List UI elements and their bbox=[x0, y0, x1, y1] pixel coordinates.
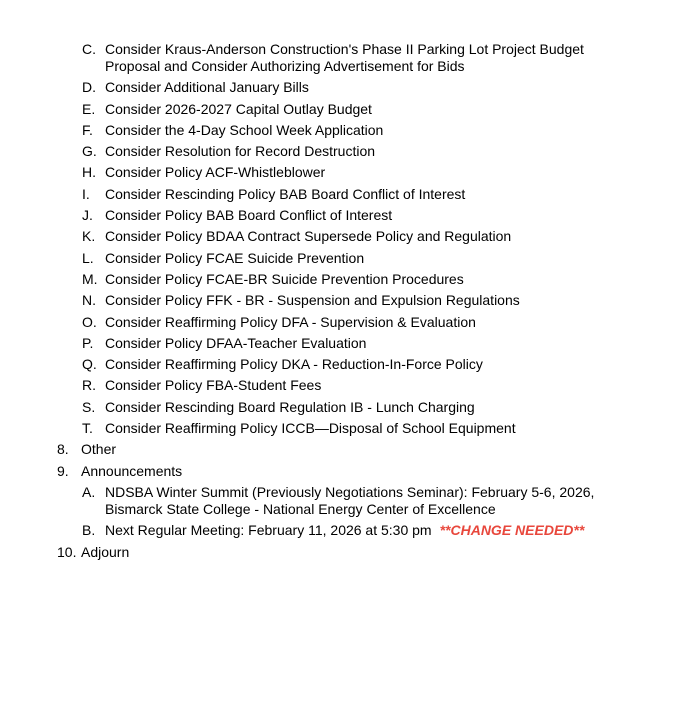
item-letter: I. bbox=[82, 185, 90, 202]
item-number: 8. bbox=[57, 441, 69, 458]
item-letter: D. bbox=[82, 79, 96, 96]
agenda-subitem bbox=[0, 420, 691, 437]
agenda-subitem bbox=[0, 122, 691, 139]
item-letter: R. bbox=[82, 377, 96, 394]
agenda-subitem bbox=[0, 335, 691, 352]
item-number: 10. bbox=[57, 543, 77, 560]
item-text: Other bbox=[81, 441, 117, 458]
agenda-document bbox=[0, 41, 691, 565]
item-text: Consider Policy ACF-Whistleblower bbox=[105, 164, 326, 181]
item-text: Consider Policy BAB Board Conflict of Interest bbox=[105, 207, 393, 224]
agenda-subitem bbox=[0, 41, 691, 75]
agenda-subitem bbox=[0, 101, 691, 118]
item-text: Adjourn bbox=[81, 543, 130, 560]
item-letter: M. bbox=[82, 270, 98, 287]
item-text: Consider Reaffirming Policy ICCB—Disposal of School Equipment bbox=[105, 420, 516, 437]
item-text: Consider Kraus-Anderson Construction's Phase II Parking Lot Project Budget Proposal and Consider Authorizing Advertisement for Bids bbox=[105, 41, 584, 74]
item-letter: B. bbox=[82, 522, 96, 539]
item-text: Consider Policy DFAA-Teacher Evaluation bbox=[105, 334, 367, 351]
agenda-subitem bbox=[0, 399, 691, 416]
item-letter: Q. bbox=[82, 356, 97, 373]
item-letter: C. bbox=[82, 41, 96, 57]
item-letter: E. bbox=[82, 100, 96, 117]
item-text: Consider Policy FCAE Suicide Prevention bbox=[105, 249, 365, 266]
item-letter: G. bbox=[82, 143, 97, 160]
item-text: Consider the 4-Day School Week Application bbox=[105, 121, 384, 138]
agenda-subitem bbox=[0, 79, 691, 96]
announcement-summit bbox=[0, 484, 691, 518]
item-letter: N. bbox=[82, 292, 96, 309]
item-text: Consider Reaffirming Policy DFA - Supervision & Evaluation bbox=[105, 313, 476, 330]
announcement-next-meeting bbox=[0, 522, 691, 539]
agenda-subitem bbox=[0, 164, 691, 181]
item-text: Consider Policy FFK - BR - Suspension and Expulsion Regulations bbox=[105, 292, 520, 309]
item-letter: P. bbox=[82, 334, 94, 351]
item-number: 9. bbox=[57, 462, 69, 479]
agenda-subitem bbox=[0, 314, 691, 331]
item-text: Consider Rescinding Policy BAB Board Conflict of Interest bbox=[105, 185, 466, 202]
agenda-subitem bbox=[0, 292, 691, 309]
agenda-item-announcements bbox=[0, 463, 691, 480]
item-text: Next Regular Meeting: February 11, 2026 at 5:30 pm bbox=[105, 522, 432, 539]
item-text: Consider Rescinding Board Regulation IB - Lunch Charging bbox=[105, 398, 475, 415]
item-text-wrap bbox=[105, 522, 625, 539]
agenda-item-adjourn bbox=[0, 544, 691, 561]
item-letter: A. bbox=[82, 483, 96, 500]
item-7-subitems bbox=[0, 41, 691, 437]
item-text: Consider Reaffirming Policy DKA - Reduction-In-Force Policy bbox=[105, 356, 483, 373]
agenda-subitem bbox=[0, 250, 691, 267]
item-text: Consider Resolution for Record Destruction bbox=[105, 143, 376, 160]
change-needed-note: **CHANGE NEEDED** bbox=[439, 522, 585, 539]
item-text: Consider Policy BDAA Contract Supersede Policy and Regulation bbox=[105, 228, 512, 245]
agenda-subitem bbox=[0, 207, 691, 224]
item-letter: J. bbox=[82, 207, 93, 224]
item-text: NDSBA Winter Summit (Previously Negotiations Seminar): February 5-6, 2026, Bismarck State College - National Energy Center of Excellence bbox=[105, 483, 595, 517]
item-text: Consider Policy FBA-Student Fees bbox=[105, 377, 322, 394]
agenda-subitem bbox=[0, 186, 691, 203]
agenda-subitem bbox=[0, 377, 691, 394]
agenda-subitem bbox=[0, 143, 691, 160]
agenda-subitem bbox=[0, 271, 691, 288]
item-text: Consider Policy FCAE-BR Suicide Prevention Procedures bbox=[105, 270, 464, 287]
item-letter: L. bbox=[82, 249, 94, 266]
agenda-subitem bbox=[0, 228, 691, 245]
item-letter: F. bbox=[82, 121, 93, 138]
item-letter: K. bbox=[82, 228, 96, 245]
item-text: Consider Additional January Bills bbox=[105, 79, 309, 96]
item-letter: T. bbox=[82, 420, 93, 437]
item-text: Announcements bbox=[81, 462, 183, 479]
agenda-subitem bbox=[0, 356, 691, 373]
item-letter: H. bbox=[82, 164, 96, 181]
agenda-item-other bbox=[0, 441, 691, 458]
item-letter: S. bbox=[82, 398, 96, 415]
item-text: Consider 2026-2027 Capital Outlay Budget bbox=[105, 100, 372, 117]
item-letter: O. bbox=[82, 313, 97, 330]
